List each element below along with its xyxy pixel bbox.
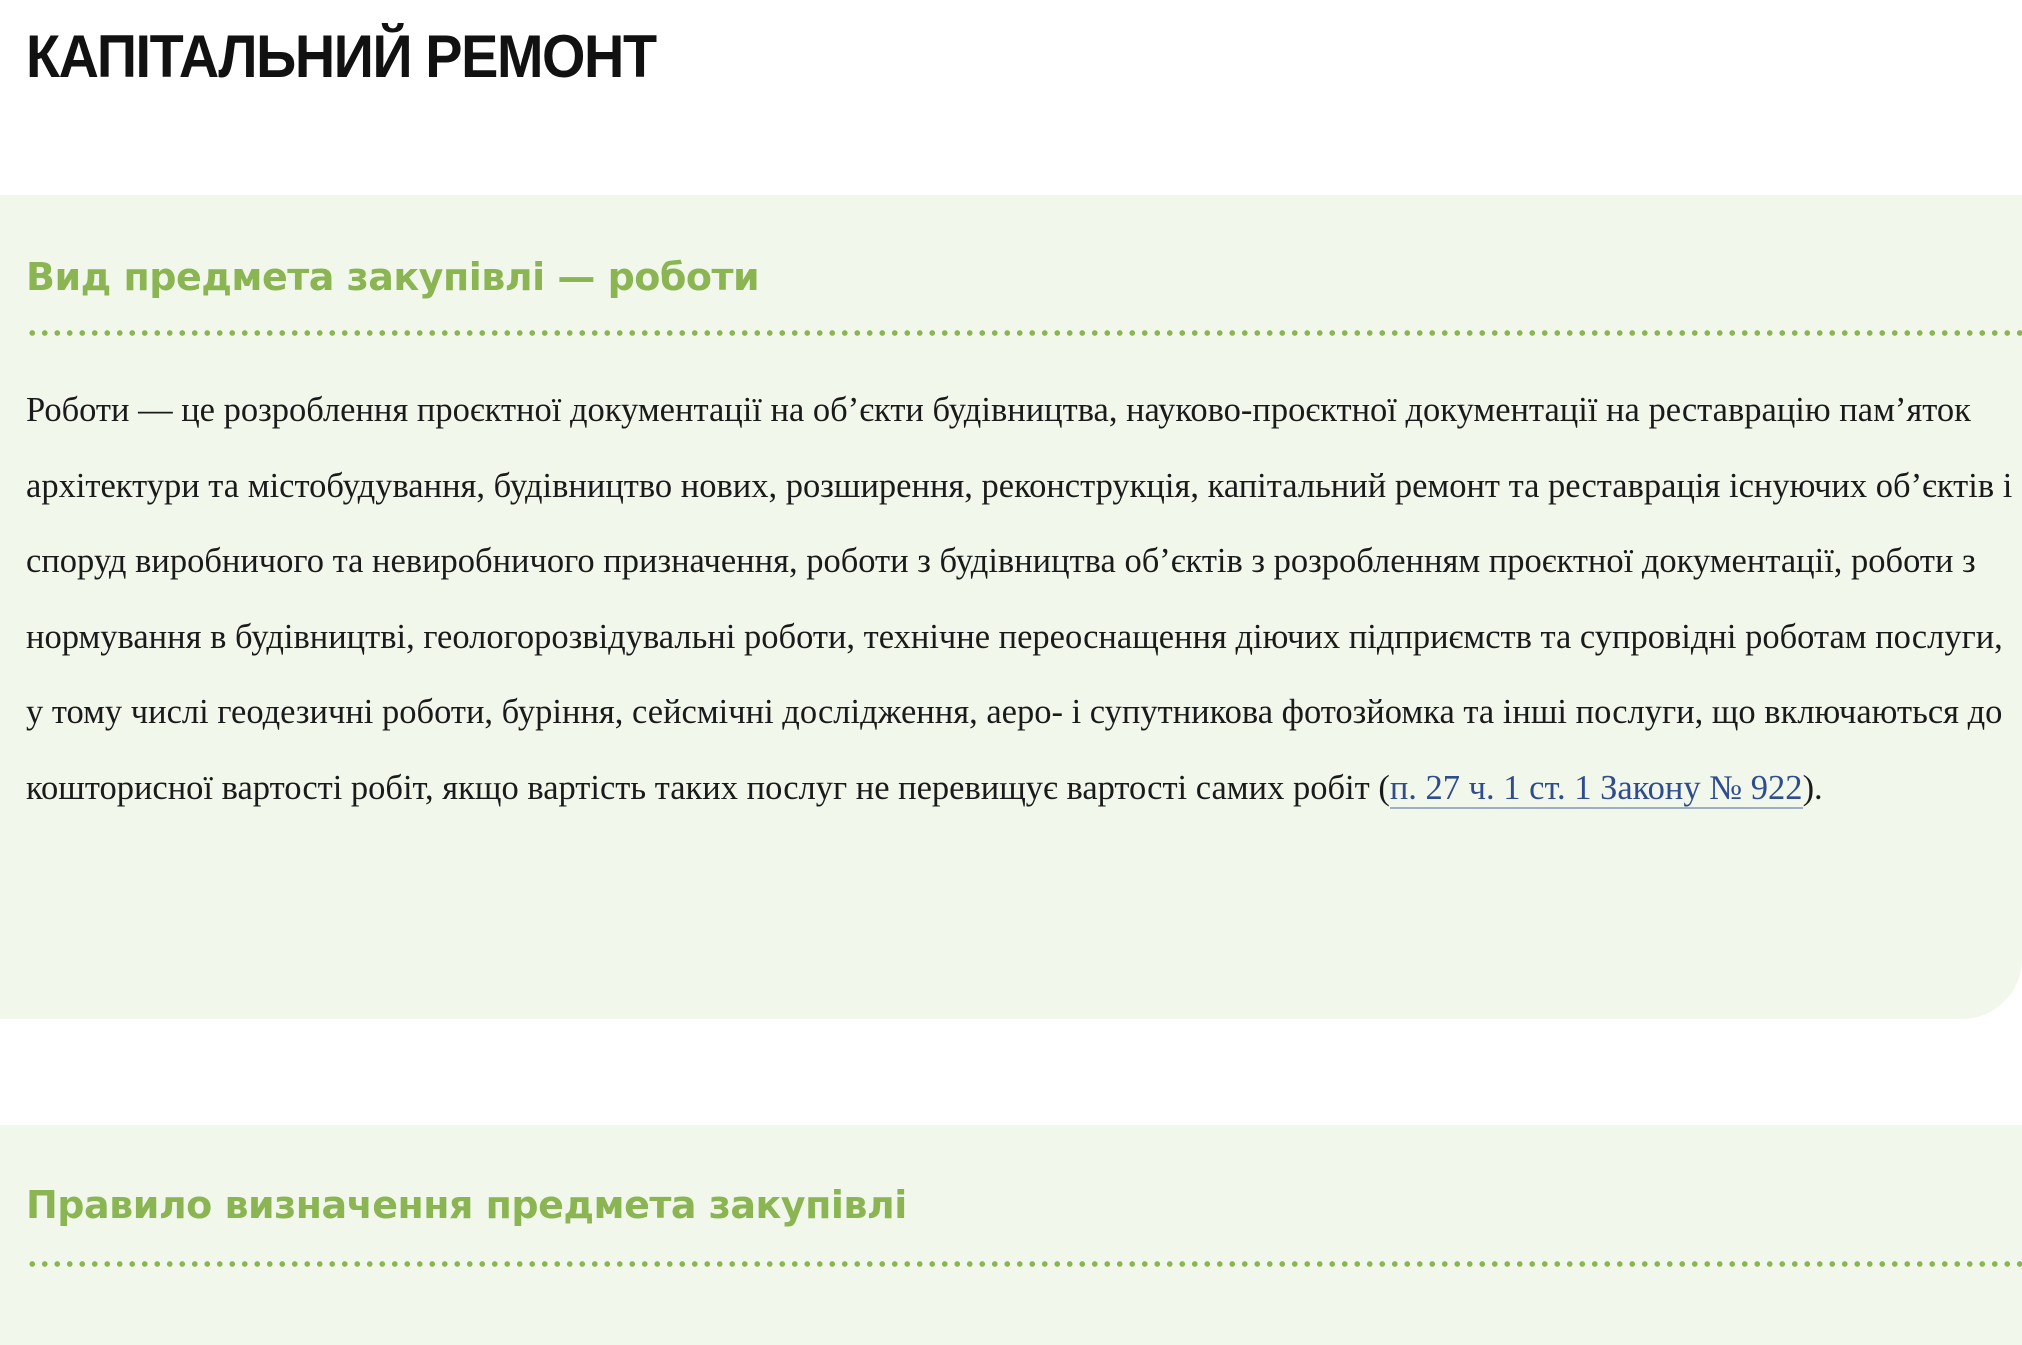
- section-heading: Правило визначення предмета закупівлі: [26, 1183, 907, 1227]
- page-title: КАПІТАЛЬНИЙ РЕМОНТ: [26, 23, 656, 90]
- section-heading: Вид предмета закупівлі — роботи: [26, 255, 760, 299]
- dotted-divider: [26, 330, 2022, 336]
- definition-paragraph: [26, 373, 2016, 826]
- section-procurement-type: [0, 195, 2022, 1019]
- paren-open: (: [1369, 768, 1390, 807]
- section-procurement-rule: [0, 1125, 2022, 1345]
- paren-close: ).: [1802, 768, 1823, 807]
- definition-text: Роботи — це розроблення проєктної документації на об’єкти будівництва, науково-проєктної документації на реставрацію пам’яток архітектури та містобудування, будівництво нових, розширення, реконструкція, капітальний ремонт та реставрація існуючих об’єктів і споруд виробничого та невиробничого призначення, роботи з будівництва об’єктів з розробленням проєктної документації, роботи з нормування в будівництві, геологорозвідувальні роботи, технічне переоснащення діючих підприємств та супровідні роботам послуги, у тому числі геодезичні роботи, буріння, сейсмічні дослідження, аеро- і супутникова фотозйомка та інші послуги, що включаються до кошторисної вартості робіт, якщо вартість таких послуг не перевищує вартості самих робіт: [26, 391, 2013, 807]
- dotted-divider: [26, 1261, 2022, 1267]
- law-reference-link[interactable]: п. 27 ч. 1 ст. 1 Закону № 922: [1389, 768, 1803, 807]
